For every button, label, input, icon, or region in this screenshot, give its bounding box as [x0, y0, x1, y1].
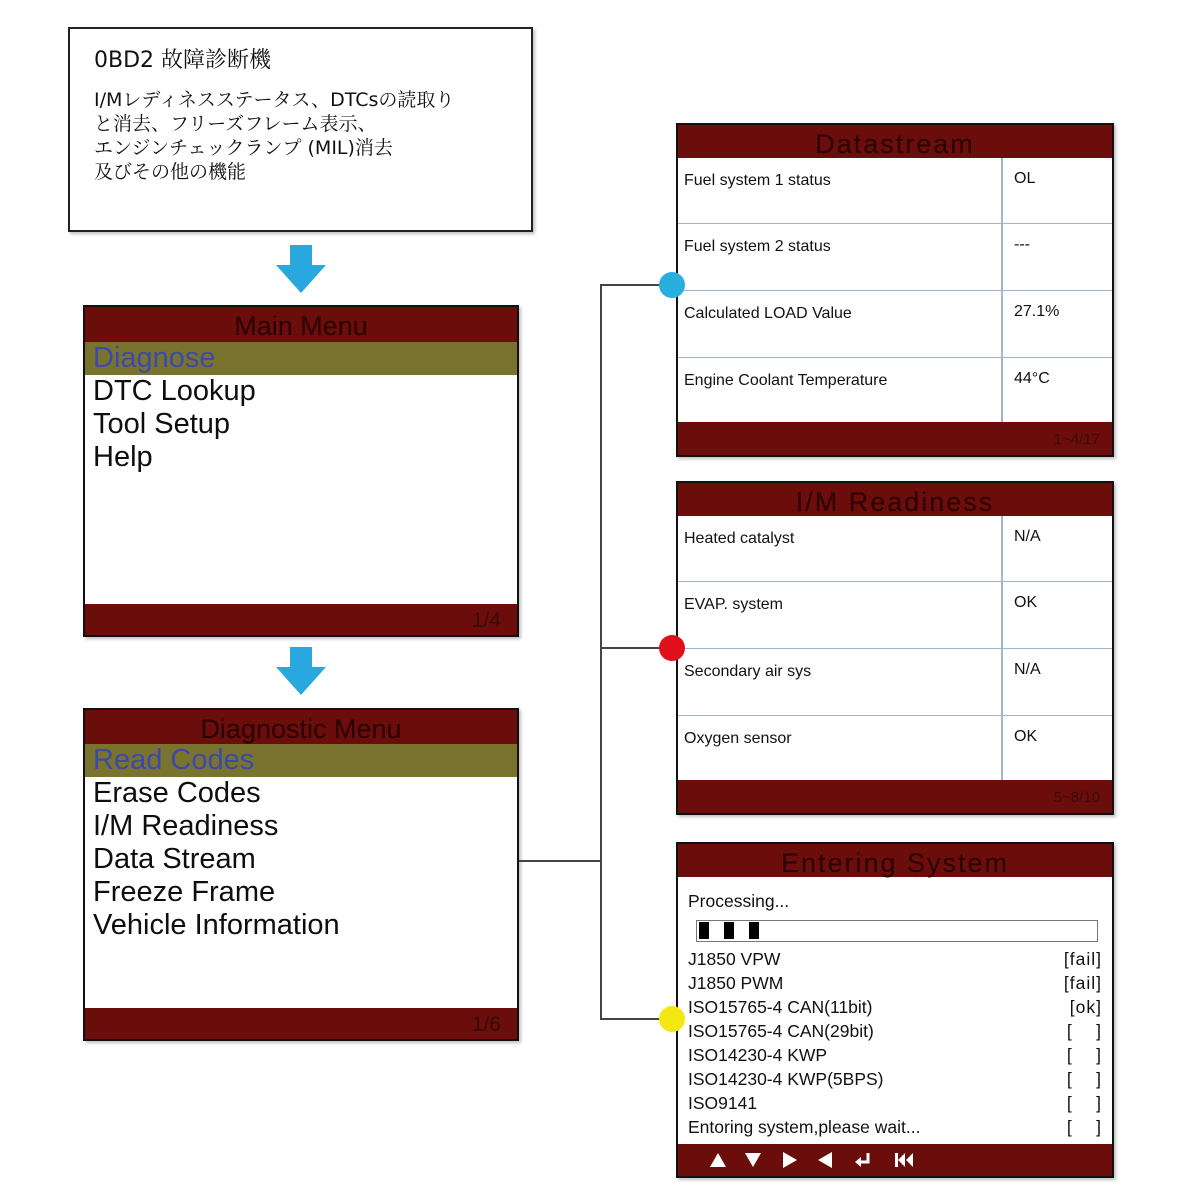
description-line: と消去、フリーズフレーム表示、 [94, 113, 377, 135]
protocol-name: ISO15765-4 CAN(11bit) [688, 997, 873, 1017]
protocol-row [688, 1069, 1102, 1093]
processing-text: Processing... [688, 891, 790, 911]
readiness-value: N/A [1014, 528, 1041, 545]
protocol-status: [ ] [1066, 1093, 1102, 1113]
progress-block [699, 922, 709, 939]
menu-item-dtc-lookup[interactable]: DTC Lookup [93, 375, 256, 407]
down-arrow-icon[interactable] [745, 1153, 761, 1167]
datastream-row [678, 158, 1112, 224]
protocol-name: J1850 VPW [688, 949, 781, 969]
menu-item-im-readiness[interactable]: I/M Readiness [93, 810, 279, 842]
datastream-label: Fuel system 2 status [684, 238, 831, 255]
datastream-screen [676, 123, 1114, 457]
datastream-row [678, 224, 1112, 291]
progress-block [749, 922, 759, 939]
description-line: I/Mレディネスステータス、DTCsの読取り [94, 89, 455, 111]
datastream-title: Datastream [678, 125, 1112, 158]
datastream-value: 27.1% [1014, 303, 1060, 320]
protocol-row [688, 949, 1102, 973]
im-readiness-screen [676, 481, 1114, 815]
column-divider [1001, 516, 1003, 782]
readiness-row [678, 516, 1112, 582]
readiness-row [678, 716, 1112, 782]
im-readiness-marker-dot [659, 635, 685, 661]
description-box [68, 27, 533, 232]
menu-item-help[interactable]: Help [93, 441, 153, 473]
readiness-label: Heated catalyst [684, 530, 795, 547]
progress-bar [696, 920, 1098, 942]
readiness-label: Secondary air sys [684, 663, 812, 680]
protocol-status: [fail] [1063, 949, 1102, 969]
readiness-value: N/A [1014, 661, 1041, 678]
down-arrow-icon [276, 647, 326, 695]
datastream-row [678, 291, 1112, 358]
menu-item-tool-setup[interactable]: Tool Setup [93, 408, 231, 440]
enter-icon[interactable] [854, 1151, 872, 1169]
main-menu-screen [83, 305, 519, 637]
datastream-value: --- [1014, 236, 1030, 253]
back-icon[interactable] [895, 1153, 913, 1167]
protocol-row [688, 1045, 1102, 1069]
page-indicator: 1~4/17 [678, 422, 1112, 455]
entering-system-screen [676, 842, 1114, 1178]
diagnostic-menu-title: Diagnostic Menu [85, 710, 517, 744]
protocol-name: ISO14230-4 KWP [688, 1045, 828, 1065]
page-indicator: 1/6 [85, 1008, 517, 1039]
protocol-status: [ ] [1066, 1117, 1102, 1137]
description-title: 0BD2 故障診断機 [94, 48, 272, 73]
diagnostic-menu-screen [83, 708, 519, 1041]
connector-line [519, 860, 601, 862]
connector-line [600, 284, 602, 1020]
datastream-row [678, 358, 1112, 424]
protocol-row [688, 997, 1102, 1021]
protocol-name: J1850 PWM [688, 973, 784, 993]
protocol-row [688, 1117, 1102, 1141]
down-arrow-icon [276, 245, 326, 293]
protocol-row [688, 1021, 1102, 1045]
datastream-marker-dot [659, 272, 685, 298]
menu-item-data-stream[interactable]: Data Stream [93, 843, 256, 875]
protocol-name: ISO14230-4 KWP(5BPS) [688, 1069, 884, 1089]
readiness-value: OK [1014, 594, 1038, 611]
protocol-name: Entoring system,please wait... [688, 1117, 921, 1137]
entering-system-marker-dot [659, 1006, 685, 1032]
readiness-value: OK [1014, 728, 1038, 745]
datastream-label: Fuel system 1 status [684, 172, 831, 189]
im-readiness-title: I/M Readiness [678, 483, 1112, 516]
readiness-label: Oxygen sensor [684, 730, 792, 747]
menu-item-vehicle-information[interactable]: Vehicle Information [93, 909, 340, 941]
protocol-name: ISO15765-4 CAN(29bit) [688, 1021, 874, 1041]
protocol-status: [fail] [1063, 973, 1102, 993]
datastream-label: Engine Coolant Temperature [684, 372, 888, 389]
readiness-row [678, 582, 1112, 649]
protocol-status: [ ] [1066, 1021, 1102, 1041]
right-arrow-icon[interactable] [783, 1152, 797, 1168]
readiness-row [678, 649, 1112, 716]
datastream-value: 44°C [1014, 370, 1050, 387]
protocol-name: ISO9141 [688, 1093, 758, 1113]
protocol-status: [ok] [1069, 997, 1102, 1017]
column-divider [1001, 158, 1003, 424]
menu-item-freeze-frame[interactable]: Freeze Frame [93, 876, 276, 908]
navigation-bar [678, 1144, 1112, 1176]
left-arrow-icon[interactable] [818, 1152, 832, 1168]
datastream-label: Calculated LOAD Value [684, 305, 852, 322]
datastream-value: OL [1014, 170, 1036, 187]
progress-block [724, 922, 734, 939]
menu-item-read-codes[interactable]: Read Codes [85, 744, 517, 777]
up-arrow-icon[interactable] [710, 1153, 726, 1167]
main-menu-title: Main Menu [85, 307, 517, 342]
menu-item-erase-codes[interactable]: Erase Codes [93, 777, 261, 809]
page-indicator: 1/4 [85, 604, 517, 635]
menu-item-diagnose[interactable]: Diagnose [85, 342, 517, 375]
entering-system-title: Entering System [678, 844, 1112, 877]
description-line: 及びその他の機能 [94, 161, 247, 183]
protocol-status: [ ] [1066, 1045, 1102, 1065]
description-line: エンジンチェックランプ (MIL)消去 [94, 137, 393, 159]
protocol-row [688, 973, 1102, 997]
page-indicator: 5~8/10 [678, 780, 1112, 813]
protocol-status: [ ] [1066, 1069, 1102, 1089]
readiness-label: EVAP. system [684, 596, 783, 613]
protocol-row [688, 1093, 1102, 1117]
